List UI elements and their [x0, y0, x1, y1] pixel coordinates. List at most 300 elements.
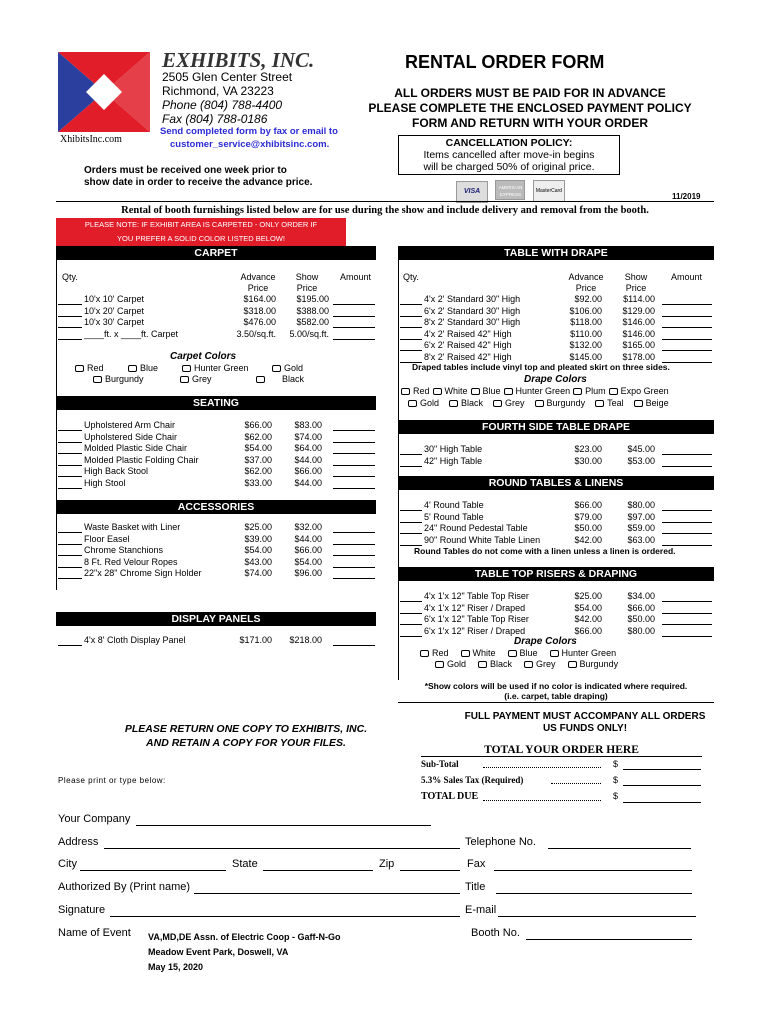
item-name: Molded Plastic Folding Chair — [84, 454, 199, 465]
color-option-beige[interactable] — [634, 398, 669, 408]
show-price: $146.00 — [622, 317, 655, 327]
left-col-gap — [56, 590, 376, 610]
color-option-burgundy[interactable] — [568, 659, 619, 669]
show-colors-note — [398, 681, 714, 701]
item-name: 6'x 2' Standard 30" High — [424, 305, 521, 316]
total-leader — [483, 800, 601, 801]
adv-label-2: Price — [575, 283, 597, 294]
fourth-side-header: FOURTH SIDE TABLE DRAPE — [398, 420, 714, 434]
item-name: 6'x 1'x 12" Riser / Draped — [424, 625, 526, 636]
amount-field[interactable] — [662, 523, 712, 534]
zip-label: Zip — [379, 858, 395, 870]
amount-field[interactable] — [333, 557, 375, 568]
show-price: $64.00 — [294, 443, 322, 453]
risers-header: TABLE TOP RISERS & DRAPING — [398, 567, 714, 581]
item-name: 8'x 2' Standard 30" High — [424, 317, 521, 327]
orders-note-line1: Orders must be received one week prior to — [84, 165, 287, 176]
amount-field[interactable] — [333, 443, 375, 454]
amex-card-icon: AMERICAN EXPRESS — [495, 180, 525, 200]
amount-field[interactable] — [662, 340, 712, 351]
please-note-line2: YOU PREFER A SOLID COLOR LISTED BELOW! — [117, 234, 285, 243]
show-label-2: Price — [296, 283, 318, 294]
color-option-black[interactable] — [478, 659, 512, 669]
color-label: Black — [282, 374, 305, 384]
checkbox-icon[interactable] — [493, 400, 502, 407]
address-field[interactable] — [104, 848, 460, 849]
color-label: Hunter Green — [561, 648, 617, 658]
amount-field[interactable] — [662, 317, 712, 328]
accessories-header: ACCESSORIES — [56, 500, 376, 514]
color-option-hunter-green[interactable] — [504, 386, 571, 396]
checkbox-icon[interactable] — [435, 661, 444, 668]
carpet-qty-label: Qty. — [62, 272, 78, 282]
color-label: Gold — [447, 659, 467, 669]
checkbox-icon[interactable] — [420, 650, 429, 657]
carpet-header: CARPET — [56, 246, 376, 260]
amount-field[interactable] — [662, 294, 712, 305]
color-option-plum[interactable] — [573, 386, 606, 396]
amount-field[interactable] — [333, 522, 375, 533]
drape-qty-label: Qty. — [403, 272, 419, 282]
item-name: 22"x 28" Chrome Sign Holder — [84, 568, 202, 578]
color-label: Grey — [536, 659, 556, 669]
advance-price: $54.00 — [574, 602, 602, 613]
return-note — [86, 722, 406, 750]
cancel-title: CANCELLATION POLICY: — [445, 137, 573, 149]
amount-field[interactable] — [333, 294, 375, 305]
please-print: Please print or type below: — [58, 776, 166, 785]
color-label: Grey — [505, 398, 525, 408]
advance-price: $25.00 — [574, 591, 602, 601]
color-label: Burgundy — [579, 659, 619, 669]
color-option-blue[interactable] — [508, 648, 538, 658]
show-price: $178.00 — [622, 351, 655, 362]
checkbox-icon[interactable] — [550, 650, 559, 657]
advance-price: $110.00 — [570, 328, 602, 339]
company-field[interactable] — [136, 825, 431, 826]
carpet-color-grey[interactable] — [180, 374, 212, 384]
qty-field[interactable] — [58, 443, 82, 454]
checkbox-icon[interactable] — [595, 400, 604, 407]
carpet-color-blue[interactable] — [128, 363, 158, 373]
qty-field[interactable] — [400, 340, 422, 351]
color-label: Burgundy — [546, 398, 586, 408]
checkbox-icon[interactable] — [449, 400, 458, 407]
qty-field[interactable] — [58, 317, 82, 328]
color-label: White — [444, 386, 468, 396]
advance-price: $25.00 — [244, 522, 272, 532]
qty-field[interactable] — [400, 523, 422, 534]
checkbox-icon[interactable] — [471, 388, 480, 395]
notice-line2: PLEASE COMPLETE THE ENCLOSED PAYMENT POLICY — [368, 101, 692, 115]
qty-field[interactable] — [400, 500, 422, 511]
advance-price: $318.00 — [243, 305, 276, 316]
adv-label-1: Advance — [240, 272, 276, 282]
amount-field[interactable] — [662, 512, 712, 523]
color-option-grey[interactable] — [524, 659, 556, 669]
tax-input[interactable] — [623, 785, 701, 786]
checkbox-icon[interactable] — [128, 365, 137, 372]
checkbox-icon[interactable] — [408, 400, 417, 407]
signature-label: Signature — [58, 904, 106, 916]
form-date: 11/2019 — [672, 192, 701, 201]
checkbox-icon[interactable] — [504, 388, 513, 395]
qty-field[interactable] — [400, 535, 422, 546]
booth-field[interactable] — [526, 939, 692, 940]
total-due-input[interactable] — [623, 802, 701, 803]
fax-field[interactable] — [494, 870, 692, 871]
rental-note: Rental of booth furnishings listed below are for use during the show and include delivery and removal from the booth. — [121, 205, 649, 216]
carpet-color-black[interactable] — [256, 374, 304, 384]
qty-field[interactable] — [58, 306, 82, 317]
item-name: Waste Basket with Liner — [84, 522, 181, 532]
company-label: Your Company — [58, 813, 131, 825]
amount-field[interactable] — [662, 626, 712, 637]
carpet-colors-title: Carpet Colors — [170, 351, 237, 362]
qty-field[interactable] — [400, 591, 422, 602]
amount-field[interactable] — [333, 568, 375, 579]
amount-field[interactable] — [662, 603, 712, 614]
show-price: $582.00 — [296, 317, 329, 327]
amount-field[interactable] — [662, 352, 712, 363]
qty-field[interactable] — [400, 512, 422, 523]
qty-field[interactable] — [400, 456, 422, 467]
advance-price: $118.00 — [570, 317, 602, 327]
advance-price: $476.00 — [243, 317, 276, 327]
color-label: Hunter Green — [194, 363, 249, 373]
amount-field[interactable] — [662, 306, 712, 317]
full-payment-note — [440, 711, 730, 735]
company-logo — [58, 52, 150, 132]
show-price: $50.00 — [627, 614, 655, 624]
qty-field[interactable] — [58, 294, 82, 305]
amount-field[interactable] — [662, 500, 712, 511]
visa-card-icon: VISA — [456, 181, 488, 203]
show-price: $80.00 — [627, 625, 655, 636]
checkbox-icon[interactable] — [182, 365, 191, 372]
item-name: 5' Round Table — [424, 511, 484, 522]
advance-price: $106.00 — [569, 305, 602, 316]
amount-field[interactable] — [333, 545, 375, 556]
qty-field[interactable] — [58, 329, 82, 340]
item-name: 4'x 1'x 12" Riser / Draped — [424, 602, 526, 613]
show-price: $74.00 — [294, 431, 322, 442]
qty-field[interactable] — [58, 635, 82, 646]
color-option-gold[interactable] — [408, 398, 439, 408]
show-price: $44.00 — [294, 533, 322, 544]
checkbox-icon[interactable] — [524, 661, 533, 668]
advance-price: $62.00 — [244, 466, 272, 476]
adv-label-1: Advance — [568, 272, 604, 282]
color-label: Blue — [140, 363, 159, 373]
item-name: High Back Stool — [84, 466, 149, 476]
item-name: Molded Plastic Side Chair — [84, 443, 188, 453]
advance-price: $42.00 — [574, 614, 602, 624]
notice-line1: ALL ORDERS MUST BE PAID FOR IN ADVANCE — [394, 86, 666, 100]
item-name: 90" Round White Table Linen — [424, 534, 541, 545]
authorized-label: Authorized By (Print name) — [58, 881, 191, 893]
checkbox-icon[interactable] — [93, 376, 102, 383]
dollar-sign: $ — [613, 791, 619, 801]
tax-row — [421, 775, 702, 791]
advance-price: $50.00 — [574, 523, 602, 533]
drape-colors-row2 — [408, 398, 679, 408]
advance-price: $79.00 — [574, 511, 602, 522]
color-option-red[interactable] — [420, 648, 449, 658]
event-value[interactable] — [148, 930, 341, 975]
checkbox-icon[interactable] — [609, 388, 618, 395]
color-label: Black — [490, 659, 513, 669]
checkbox-icon[interactable] — [75, 365, 84, 372]
qty-field[interactable] — [400, 444, 422, 455]
show-price: $96.00 — [294, 568, 322, 578]
amount-field[interactable] — [333, 420, 375, 431]
color-option-grey[interactable] — [493, 398, 525, 408]
amount-field[interactable] — [333, 317, 375, 328]
amount-field[interactable] — [333, 455, 375, 466]
advance-notice — [340, 86, 720, 131]
city-field[interactable] — [80, 870, 226, 871]
amount-field[interactable] — [662, 535, 712, 546]
riser-colors-title: Drape Colors — [514, 636, 577, 647]
email-label: E-mail — [465, 904, 497, 916]
carpet-show-label — [285, 272, 329, 295]
item-name: 4'x 2' Raised 42" High — [424, 328, 512, 339]
amount-field[interactable] — [333, 534, 375, 545]
checkbox-icon[interactable] — [461, 650, 470, 657]
color-option-hunter-green[interactable] — [550, 648, 617, 658]
show-price: $80.00 — [627, 500, 655, 510]
address-label: Address — [58, 836, 99, 848]
color-option-expo-green[interactable] — [609, 386, 669, 396]
qty-field[interactable] — [58, 557, 82, 568]
amount-field[interactable] — [662, 591, 712, 602]
color-label: Plum — [585, 386, 606, 396]
amount-field[interactable] — [662, 444, 712, 455]
item-name: 10'x 10' Carpet — [84, 294, 144, 304]
checkbox-icon[interactable] — [508, 650, 517, 657]
advance-price: $164.00 — [243, 294, 276, 304]
color-option-blue[interactable] — [471, 386, 501, 396]
color-option-red[interactable] — [401, 386, 430, 396]
email-link[interactable]: customer_service@xhibitsinc.com. — [170, 139, 330, 150]
company-phone: Phone (804) 788-4400 — [162, 98, 283, 112]
qty-field[interactable] — [58, 466, 82, 477]
color-label: Red — [432, 648, 449, 658]
company-website: XhibitsInc.com — [60, 134, 122, 145]
show-price: $114.00 — [623, 294, 655, 304]
checkbox-icon[interactable] — [401, 388, 410, 395]
show-price: $66.00 — [294, 545, 322, 555]
carpet-color-gold[interactable] — [272, 363, 303, 373]
amount-field[interactable] — [333, 306, 375, 317]
show-price: $44.00 — [294, 454, 322, 465]
carpet-color-red[interactable] — [75, 363, 104, 373]
show-colors-line2: (i.e. carpet, table draping) — [504, 691, 608, 701]
carpet-color-hunter-green[interactable] — [182, 363, 249, 373]
event-line3: May 15, 2020 — [148, 962, 204, 972]
qty-field[interactable] — [58, 545, 82, 556]
drape-show-label — [614, 272, 658, 295]
zip-field[interactable] — [400, 870, 460, 871]
item-name: 10'x 20' Carpet — [84, 305, 144, 316]
amount-field[interactable] — [333, 432, 375, 443]
total-header: TOTAL YOUR ORDER HERE — [421, 744, 702, 757]
full-payment-line2: US FUNDS ONLY! — [542, 723, 628, 734]
color-option-burgundy[interactable] — [535, 398, 586, 408]
table-drape-header: TABLE WITH DRAPE — [398, 246, 714, 260]
advance-price: $54.00 — [244, 443, 272, 453]
qty-field[interactable] — [400, 352, 422, 363]
color-label: Blue — [482, 386, 501, 396]
show-price: $32.00 — [294, 522, 322, 532]
state-label: State — [232, 858, 258, 870]
carpet-color-burgundy[interactable] — [93, 374, 144, 384]
checkbox-icon[interactable] — [573, 388, 582, 395]
advance-price: $66.00 — [244, 420, 272, 430]
checkbox-icon[interactable] — [180, 376, 189, 383]
color-option-white[interactable] — [433, 386, 468, 396]
checkbox-icon[interactable] — [256, 376, 265, 383]
qty-field[interactable] — [58, 522, 82, 533]
tax-label: 5.3% Sales Tax (Required) — [421, 775, 524, 785]
round-note: Round Tables do not come with a linen unless a linen is ordered. — [414, 546, 676, 556]
qty-field[interactable] — [58, 420, 82, 431]
item-name: 8 Ft. Red Velour Ropes — [84, 556, 178, 567]
advance-price: $43.00 — [244, 556, 272, 567]
qty-field[interactable] — [58, 432, 82, 443]
state-field[interactable] — [263, 870, 373, 871]
advance-price: $171.00 — [239, 635, 272, 645]
item-name: 6'x 2' Raised 42" High — [424, 340, 512, 350]
checkbox-icon[interactable] — [478, 661, 487, 668]
amount-field[interactable] — [333, 329, 375, 340]
email-field[interactable] — [498, 916, 696, 917]
qty-field[interactable] — [58, 534, 82, 545]
event-line1: VA,MD,DE Assn. of Electric Coop - Gaff-N-Go — [148, 932, 341, 942]
color-label: Hunter Green — [515, 386, 571, 396]
checkbox-icon[interactable] — [433, 388, 442, 395]
tax-leader — [551, 783, 601, 784]
show-price: 5.00/sq.ft. — [289, 328, 329, 339]
item-name: 24" Round Pedestal Table — [424, 523, 528, 533]
checkbox-icon[interactable] — [272, 365, 281, 372]
amount-field[interactable] — [662, 329, 712, 340]
advance-price: $66.00 — [574, 500, 602, 510]
qty-field[interactable] — [400, 306, 422, 317]
checkbox-icon[interactable] — [535, 400, 544, 407]
form-title: RENTAL ORDER FORM — [405, 52, 605, 72]
show-colors-line1: *Show colors will be used if no color is indicated where required. — [424, 681, 688, 691]
title-field[interactable] — [496, 893, 692, 894]
color-option-black[interactable] — [449, 398, 483, 408]
subtotal-leader — [483, 767, 601, 768]
riser-colors-row1 — [420, 648, 628, 658]
show-price: $54.00 — [294, 556, 322, 567]
qty-field[interactable] — [400, 317, 422, 328]
show-price: $53.00 — [627, 455, 655, 466]
display-panels-header: DISPLAY PANELS — [56, 612, 376, 626]
color-option-teal[interactable] — [595, 398, 624, 408]
color-label: Red — [413, 386, 430, 396]
return-line1: PLEASE RETURN ONE COPY TO EXHIBITS, INC. — [124, 723, 368, 735]
event-label: Name of Event — [58, 927, 131, 939]
amount-field[interactable] — [662, 456, 712, 467]
show-price: $44.00 — [294, 477, 322, 488]
qty-field[interactable] — [400, 626, 422, 637]
telephone-field[interactable] — [548, 848, 691, 849]
qty-field[interactable] — [400, 329, 422, 340]
amount-field[interactable] — [333, 635, 375, 646]
color-label: Black — [461, 398, 484, 408]
show-price: $146.00 — [622, 328, 655, 339]
show-label-1: Show — [624, 272, 648, 282]
dollar-sign: $ — [613, 759, 619, 769]
item-name: ____ft. x ____ft. Carpet — [84, 328, 179, 339]
left-col-border — [56, 260, 57, 590]
qty-field[interactable] — [400, 614, 422, 625]
company-address2: Richmond, VA 23223 — [162, 84, 274, 98]
color-label: White — [472, 648, 496, 658]
color-label: Burgundy — [105, 374, 144, 384]
telephone-label: Telephone No. — [465, 836, 536, 848]
carpet-amount-label: Amount — [340, 272, 372, 282]
signature-field[interactable] — [110, 916, 460, 917]
checkbox-icon[interactable] — [568, 661, 577, 668]
title-label: Title — [465, 881, 486, 893]
company-name: EXHIBITS, INC. — [162, 48, 315, 72]
qty-field[interactable] — [58, 478, 82, 489]
total-box — [421, 744, 702, 804]
advance-price: $42.00 — [574, 534, 602, 545]
qty-field[interactable] — [400, 294, 422, 305]
cancel-text2: will be charged 50% of original price. — [423, 161, 595, 173]
color-option-gold[interactable] — [435, 659, 466, 669]
advance-price: $39.00 — [244, 533, 272, 544]
qty-field[interactable] — [58, 568, 82, 579]
top-divider — [56, 201, 714, 202]
amount-field[interactable] — [333, 478, 375, 489]
booth-label: Booth No. — [471, 927, 520, 939]
show-price: $165.00 — [622, 340, 655, 350]
item-name: 6'x 1'x 12" Table Top Riser — [424, 614, 529, 624]
cancel-text1: Items cancelled after move-in begins — [423, 149, 595, 161]
full-payment-line1: FULL PAYMENT MUST ACCOMPANY ALL ORDERS — [464, 711, 706, 722]
item-name: Chrome Stanchions — [84, 545, 164, 555]
item-name: 8'x 2' Raised 42" High — [424, 351, 512, 362]
item-name: 4'x 1'x 12" Table Top Riser — [424, 591, 529, 601]
drape-colors-title: Drape Colors — [524, 374, 587, 385]
amount-field[interactable] — [333, 466, 375, 477]
qty-field[interactable] — [58, 455, 82, 466]
drape-amount-label: Amount — [671, 272, 703, 282]
color-label: Beige — [645, 398, 669, 408]
checkbox-icon[interactable] — [634, 400, 643, 407]
bottom-right-divider — [398, 702, 714, 703]
show-price: $66.00 — [294, 466, 322, 476]
color-option-white[interactable] — [461, 648, 496, 658]
amount-field[interactable] — [662, 614, 712, 625]
advance-price: $145.00 — [569, 351, 602, 362]
qty-field[interactable] — [400, 603, 422, 614]
subtotal-label: Sub-Total — [421, 759, 459, 769]
advance-price: $33.00 — [244, 477, 272, 488]
city-label: City — [58, 858, 77, 870]
authorized-field[interactable] — [194, 893, 460, 894]
drape-adv-label — [560, 272, 612, 295]
subtotal-input[interactable] — [623, 769, 701, 770]
right-col-border — [398, 260, 399, 680]
